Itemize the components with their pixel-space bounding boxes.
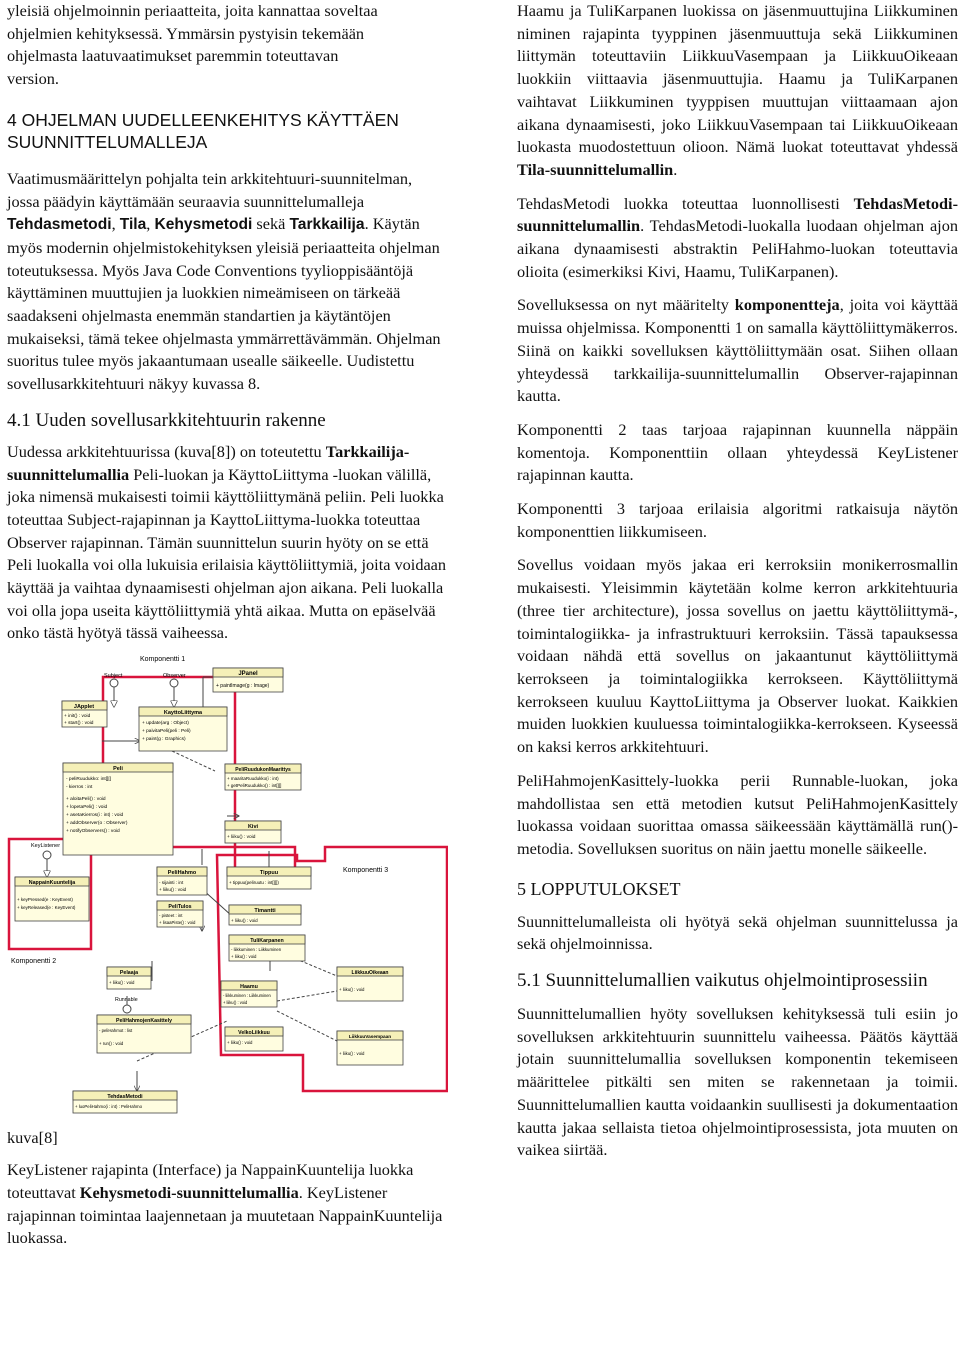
bold-term: Tehdasmetodi xyxy=(7,216,112,234)
class-title: PeliHahmojenKasittely xyxy=(116,1018,172,1025)
class-pelihahmo xyxy=(157,867,207,895)
class-member: + paivitaPeli(peli : Peli) xyxy=(142,729,191,735)
class-title: TuliKarpanen xyxy=(250,938,284,945)
tehdasmetodi-paragraph xyxy=(517,193,958,284)
class-pelihahmojenkasittely xyxy=(97,1015,191,1053)
class-member: + liiku() : void xyxy=(227,835,256,841)
text: . TehdasMetodi-luokalla luodaan ohjelman ajon aikana dynaamisesti abstraktin PeliHahmo-luokan toteuttavia olioita (esimerkiksi Kivi, Haamu, TuliKarpanen). xyxy=(517,216,958,281)
bold-term: Kehysmetodi xyxy=(154,216,253,234)
class-title: TehdasMetodi xyxy=(107,1094,143,1101)
text: Sovelluksessa on nyt määritelty xyxy=(517,295,735,315)
heading-line: 4 OHJELMAN UUDELLEENKEHITYS KÄYTTÄEN xyxy=(7,109,399,130)
figure-caption: kuva[8] xyxy=(7,1128,58,1148)
intro-line: ohjelmien kehityksessä. Ymmärsin pystyisin tekemään xyxy=(7,23,365,43)
heading-section-4 xyxy=(7,109,448,153)
class-jpanel xyxy=(213,668,283,692)
class-pelitulos xyxy=(157,901,203,927)
intro-line: yleisiä ohjelmoinnin periaatteita, joita kannattaa soveltaa xyxy=(7,1,378,20)
class-title: Timantti xyxy=(254,908,276,915)
class-member: - liikkuminen : Liikkuminen xyxy=(223,993,271,999)
class-member: + keyPressed(e : KeyEvent) xyxy=(17,897,73,903)
right-column xyxy=(517,0,958,1162)
class-nappainkuuntelija xyxy=(15,877,89,921)
interface-keylistener xyxy=(31,843,60,859)
class-member: + maaritaRuudukko(i : int) xyxy=(227,776,279,782)
class-member: + liiku() : void xyxy=(109,980,135,986)
section-4-1-paragraph xyxy=(7,441,448,645)
intro-line: ohjelmasta laatuvaatimukset paremmin toteuttavan xyxy=(7,46,339,66)
class-member: + paintImage(g : Image) xyxy=(216,683,270,690)
class-member: - peliHahmot : list xyxy=(99,1028,133,1034)
bold-term: Tarkkailija xyxy=(289,216,365,234)
class-member: + liiku() : void xyxy=(231,918,258,924)
class-member: + liiku() : void xyxy=(339,987,365,993)
class-kayttoliittyma xyxy=(139,707,227,751)
class-member: - peliRuudukko: int[][] xyxy=(66,777,112,783)
class-member: + notifyObservers() : void xyxy=(66,829,120,835)
heading-section-4-1: 4.1 Uuden sovellusarkkitehtuurin rakenne xyxy=(7,409,326,431)
intro-paragraph xyxy=(7,0,448,91)
class-peliruudukonmaarittys xyxy=(225,764,301,790)
bold-term: Tarkkailija-suunnittelumallia xyxy=(7,441,410,484)
class-member: + getPeliRuudukko() : int[][] xyxy=(227,783,282,789)
class-member: + liiku() : void xyxy=(223,1000,248,1006)
class-member: - pisteet : int xyxy=(159,913,183,919)
text: Haamu ja TuliKarpanen luokissa on jäsenmuuttujina Liikkuminen niminen rajapinta tyyppinen jäsenmuuttuja sekä Liikkuminen liittymän toteuttaviin LiikkuuVasempaan ja LiikkuuOikeaan luokkiin viittaavia jäsenmuuttujia. Haamu ja TuliKarpanen vaihtavat Liikkuminen tyyppisen muuttujan viittaamaan ajon aikana dynaamisesti, joko LiikkuuVasempaan tai LiikkuuOikeaan luokasta muodostettuun olioon. Nämä luokat toteuttavat yhdessä xyxy=(517,1,958,157)
class-member: - liikkuminen : Liikkuminen xyxy=(231,947,282,953)
interface-runnable xyxy=(115,997,138,1013)
class-kivi xyxy=(225,821,281,843)
class-pelaaja xyxy=(107,967,151,989)
text: Vaatimusmäärittelyn pohjalta tein arkkitehtuuri-suunnitelman, jossa päädyin käyttämään seuraavia suunnittelumalleja xyxy=(7,168,413,211)
class-japplet xyxy=(62,701,107,727)
component-1-label: Komponentti 1 xyxy=(140,656,186,664)
uml-diagram-svg xyxy=(7,651,448,1121)
text: , xyxy=(146,214,155,234)
interface-label: KeyListener xyxy=(31,843,61,850)
text: . xyxy=(673,159,678,179)
bold-term: TehdasMetodi-suunnittelumallin xyxy=(517,193,958,236)
kehysmetodi-paragraph xyxy=(7,1159,448,1250)
class-member: + run() : void xyxy=(99,1041,124,1047)
text: . Käytän myös modernin ohjelmistokehityksen yleisiä periaatteita ohjelman toteutuksessa. Myös Java Code Conventions tyylioppisääntöjä käyttäminen muuttujien ja luokkien nimeämiseen on tärkeää saadakseni ohjelmasta enemmän standartien ja käytäntöjen mukaiseksi, tämä tekee ohjelmasta ymmärrettävämmän. Ohjelman suoritus tulee myös jakaantumaan usealle säikeelle. Uudistettu sovellusarkkitehtuuri näkyy kuvassa 8. xyxy=(7,214,441,394)
class-title: Kivi xyxy=(247,824,259,831)
class-member: + liiku() : void xyxy=(227,1040,253,1046)
class-title: VelkoLiikkuu xyxy=(238,1030,270,1037)
class-member: + aloitaPeli() : void xyxy=(66,797,106,803)
class-member: + keyReleased(e : KeyEvent) xyxy=(17,905,76,911)
class-tulikarpanen xyxy=(229,935,305,961)
class-title: PeliHahmo xyxy=(167,870,197,877)
komponentti-2-paragraph: Komponentti 2 taas tarjoaa rajapinnan kuunnella näppäin komentoja. Komponenttiin ollaan yhteydessä KeyListener rajapinnan kautta. xyxy=(517,419,958,485)
class-title: PeliRuudukonMaarittys xyxy=(235,767,291,774)
class-haamu xyxy=(221,981,277,1007)
class-member: + liiku() : void xyxy=(231,954,257,960)
class-member: + asetaKierros(i : int) : void xyxy=(66,813,124,819)
text: sekä xyxy=(252,214,290,234)
class-liikkuuvasempaan xyxy=(337,1031,403,1065)
text: Peli-luokan ja KäyttoLiittyma -luokan välillä, joka nimensä mukaisesti toimii käyttöliittymänä peliin. Peli luokka toteuttaa Subject-rajapinnan ja KayttoLiittyma-luokka toteuttaa Observer rajapinnan. Tämän suunnittelun suurin hyöty on se että Peli luokalla voi olla lukuisia erilaisia käyttöliittymiä, joita voidaan käyttää ja vaihtaa dynaamisesti ohjelman ajon aikana. Peli luokalla voi olla jopa useita käyttöliittymiä yhtä aikaa. Mutta on epäselvää onko tästä hyötyä tässä vaiheessa. xyxy=(7,464,447,643)
class-title: JPanel xyxy=(238,671,258,678)
komponentti-3-paragraph: Komponentti 3 tarjoaa erilaisia algoritmi ratkaisuja näytön komponenttien liikkumiseen. xyxy=(517,499,958,541)
section-5-paragraph: Suunnittelumalleista oli hyötyä sekä ohjelman suunnittelussa ja sekä ohjelmoinnissa. xyxy=(517,911,958,954)
text: , joita voi käyttää muissa ohjelmissa. Komponentti 1 on samalla käyttöliittymäkerros. Siinä on kaikki sovelluksen käyttöliittymään osat. Siihen ollaan yhteydessä tarkkailija-suunnittelumallin Observer-rajapinnan kautta. xyxy=(517,295,959,406)
class-member: + liiku() : void xyxy=(339,1051,365,1057)
section-4-paragraph xyxy=(7,168,448,396)
class-liikkuuoikeaan xyxy=(337,967,403,1001)
class-member: + paint(g : Graphics) xyxy=(142,737,186,743)
class-member: + liiku() : void xyxy=(159,887,187,893)
class-title: LiikkuuVasempaan xyxy=(348,1034,392,1040)
class-title: Haamu xyxy=(240,984,258,991)
class-title: KayttoLiittyma xyxy=(163,710,203,717)
interface-label: Runnable xyxy=(115,997,138,1004)
tila-paragraph xyxy=(517,0,958,182)
text: , xyxy=(111,214,120,234)
uml-class-diagram xyxy=(7,651,448,1121)
class-member: + update(arg : Object) xyxy=(142,721,189,727)
class-member: + init() : void xyxy=(64,714,91,720)
bold-term: Tila xyxy=(119,216,147,234)
class-member: + lopetaPeli() : void xyxy=(66,805,108,811)
class-timantti xyxy=(229,905,301,925)
class-member: + luoPeliHahmo(i : int) : PeliHahmo xyxy=(75,1104,142,1110)
class-title: Tippuu xyxy=(259,870,279,877)
left-column xyxy=(7,0,448,1250)
component-2-label: Komponentti 2 xyxy=(11,958,57,966)
class-member: + start() : void xyxy=(64,721,94,727)
heading-line: SUUNNITTELUMALLEJA xyxy=(7,131,208,152)
interface-observer xyxy=(163,673,186,687)
class-tehdasmetodi xyxy=(73,1091,177,1113)
saikeet-paragraph: PeliHahmojenKasittely-luokka perii Runnable-luokan, joka mahdollistaa sen että metodien kutsut PeliHahmojenKasittely luokassa voidaan suorittaa omassa säikeessään käyttämällä run()-metodia. Sovelluksen suoritus on näin jaettu monelle säikeelle. xyxy=(517,770,958,858)
bold-term: Kehysmetodi-suunnittelumallia xyxy=(79,1182,299,1202)
class-member: - sijainti : int xyxy=(159,880,184,886)
interface-subject xyxy=(104,673,123,687)
class-title: PeliTulos xyxy=(168,904,192,911)
class-member: - kierros : int xyxy=(66,785,93,791)
komponentit-paragraph xyxy=(517,294,958,408)
class-member: + tippuu(peliruutu : int[][]) xyxy=(229,880,279,886)
class-tippuu xyxy=(227,867,311,889)
heading-section-5-1: 5.1 Suunnittelumallien vaikutus ohjelmointiprosessiin xyxy=(517,970,928,992)
kerrokset-paragraph: Sovellus voidaan myös jakaa eri kerroksiin monikerrosmallin mukaisesti. Yleisimmin käytetään kolme kerron arkkitehtuuria (three tier architecture), jossa sovellus on jaettu käyttöliittymä-, toimintalogiikka- ja infrastruktuuri kerroksiin. Tässä tapauksessa voidaan nähdä että sovellus on jakaantunut käyttöliittymä kerrokseen ja toimintalogiikka kerrokseen. Käyttöliittymä kerrokseen kuuluu KayttoLiittyma ja Observer luokat. Kaikkien muiden luokkien kuuluessa toimintalogiikka-kerrokseen. Kyseessä on kaksi kerros arkkitehtuuri. xyxy=(517,555,958,757)
heading-section-5: 5 LOPPUTULOKSET xyxy=(517,878,681,899)
class-velkoliikkuu xyxy=(225,1027,283,1051)
class-member: + addObserver(o : Observer) xyxy=(66,821,128,827)
class-peli xyxy=(63,763,173,855)
bold-term: komponentteja xyxy=(734,295,840,315)
bold-term: Tila-suunnittelumallin xyxy=(517,159,674,179)
interface-label: Subject xyxy=(104,673,123,680)
text: . KeyListener rajapinnan toimintaa laajennetaan ja muutetaan NappainKuuntelija luokassa. xyxy=(7,1182,443,1248)
text: Uudessa arkkitehtuurissa (kuva[8]) on toteutettu xyxy=(7,441,326,461)
class-title: Peli xyxy=(113,766,123,773)
class-title: NappainKuuntelija xyxy=(28,880,76,887)
class-title: JApplet xyxy=(73,704,95,711)
interface-label: Observer xyxy=(163,673,186,680)
intro-line: version. xyxy=(7,69,59,89)
class-member: + lisaaPiste() : void xyxy=(159,920,196,926)
class-title: LiikkuuOikeaan xyxy=(351,970,389,977)
class-title: Pelaaja xyxy=(119,970,139,977)
text: KeyListener rajapinta (Interface) ja NappainKuuntelija luokka toteuttavat xyxy=(7,1160,414,1202)
text: TehdasMetodi luokka toteuttaa luonnollisesti xyxy=(517,193,854,213)
component-3-label: Komponentti 3 xyxy=(343,867,389,875)
section-5-1-paragraph: Suunnittelumallien hyöty sovelluksen kehityksessä tuli esiin jo sovelluksen arkkitehtuurin suunnittelu vaiheessa. Päätös käyttää jotain suunnittelumallia sovelluksen komponentin tekemiseen määrittelee pitkälti sen miten se rakennetaan ja toimii. Suunnittelumallien kautta voidaankin suullisesti ja dokumentaation kautta jakaa sellaista tietoa ohjelmointiprosessista, jota muuten on vaikea siirtää. xyxy=(517,1004,958,1160)
